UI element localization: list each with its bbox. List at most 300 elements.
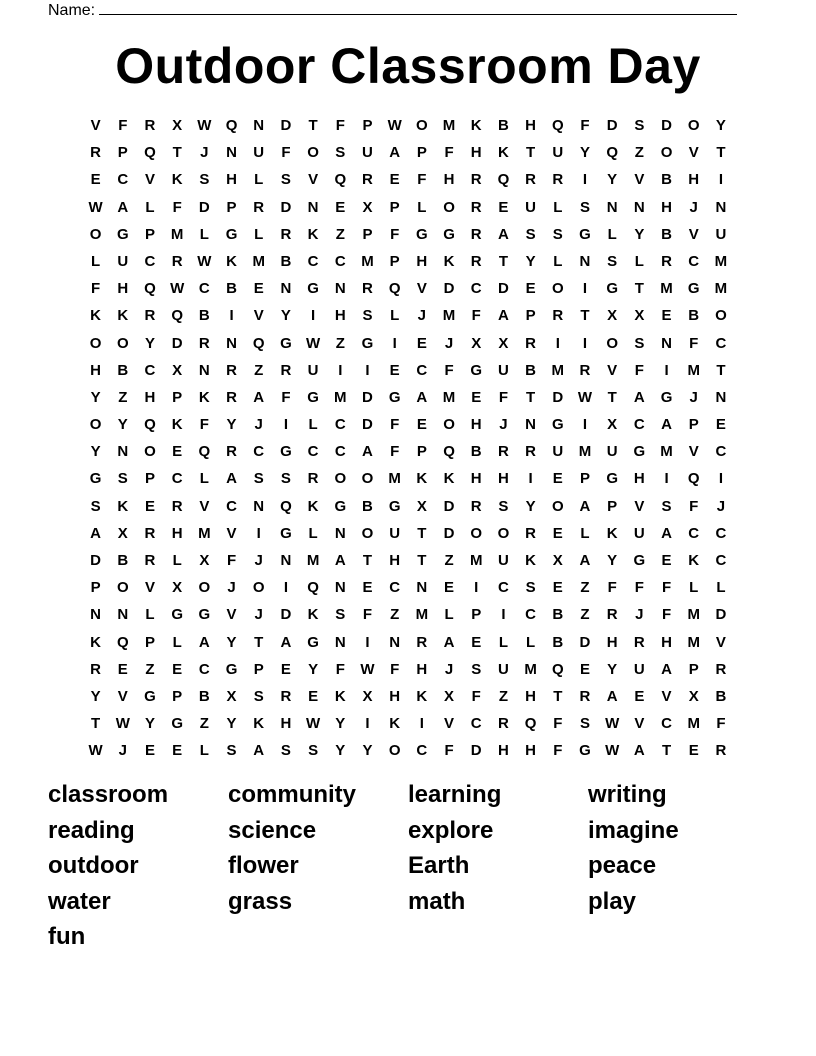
- grid-letter: J: [254, 416, 263, 434]
- grid-letter: P: [144, 470, 155, 488]
- grid-letter: I: [256, 524, 261, 542]
- grid-row: [82, 601, 735, 628]
- grid-letter: H: [171, 524, 183, 542]
- grid-letter: N: [253, 497, 265, 515]
- grid-letter: W: [197, 252, 212, 270]
- grid-letter: X: [172, 579, 183, 597]
- grid-letter: U: [497, 660, 509, 678]
- grid-letter: K: [307, 606, 319, 624]
- grid-letter: I: [365, 361, 370, 379]
- grid-letter: Z: [335, 334, 345, 352]
- grid-letter: E: [552, 524, 563, 542]
- grid-letter: D: [171, 334, 183, 352]
- grid-letter: V: [308, 171, 319, 189]
- grid-letter: N: [334, 280, 346, 298]
- grid-letter: H: [280, 715, 292, 733]
- grid-letter: F: [689, 497, 699, 515]
- grid-letter: S: [362, 307, 373, 325]
- grid-letter: D: [606, 117, 618, 134]
- grid-letter: C: [715, 524, 727, 542]
- grid-row: [82, 384, 735, 411]
- grid-letter: I: [392, 334, 397, 352]
- grid-letter: S: [661, 497, 672, 515]
- grid-letter: Y: [90, 388, 101, 406]
- grid-letter: N: [715, 198, 727, 216]
- grid-letter: C: [661, 715, 672, 733]
- grid-letter: V: [688, 443, 699, 461]
- grid-letter: O: [89, 225, 102, 243]
- page-title: Outdoor Classroom Day: [115, 38, 701, 94]
- grid-letter: Y: [117, 416, 128, 434]
- grid-letter: M: [442, 117, 456, 134]
- grid-letter: R: [144, 524, 156, 542]
- grid-letter: G: [280, 443, 292, 461]
- grid-letter: I: [474, 579, 479, 597]
- grid-letter: S: [525, 225, 536, 243]
- grid-letter: L: [634, 252, 644, 270]
- grid-letter: G: [89, 470, 102, 488]
- grid-letter: Q: [388, 280, 401, 298]
- grid-letter: K: [117, 497, 129, 515]
- grid-letter: D: [198, 198, 210, 216]
- word-list-item: fun: [48, 923, 86, 951]
- grid-letter: D: [552, 388, 564, 406]
- grid-letter: J: [716, 497, 726, 515]
- grid-letter: Q: [144, 280, 156, 298]
- grid-letter: U: [606, 443, 618, 461]
- grid-letter: M: [551, 361, 565, 379]
- word-list-item: flower: [228, 852, 299, 880]
- grid-letter: A: [117, 198, 129, 216]
- grid-row: [82, 629, 735, 656]
- grid-letter: G: [551, 416, 564, 434]
- grid-letter: L: [199, 225, 209, 243]
- grid-letter: X: [688, 687, 699, 705]
- word-list-item: outdoor: [48, 852, 139, 880]
- grid-letter: Z: [444, 552, 454, 569]
- grid-letter: J: [689, 198, 698, 216]
- grid-letter: E: [661, 307, 672, 325]
- grid-letter: F: [634, 579, 644, 597]
- grid-letter: Y: [335, 742, 346, 760]
- grid-letter: J: [200, 144, 209, 162]
- grid-letter: I: [229, 307, 234, 325]
- grid-letter: R: [198, 334, 210, 352]
- grid-letter: E: [389, 361, 400, 379]
- grid-letter: S: [634, 117, 645, 134]
- grid-letter: G: [334, 497, 347, 515]
- grid-letter: N: [334, 579, 346, 597]
- grid-letter: K: [307, 225, 319, 243]
- grid-letter: W: [88, 198, 103, 216]
- grid-letter: G: [660, 388, 673, 406]
- grid-row: [82, 710, 735, 737]
- grid-letter: D: [497, 280, 509, 298]
- grid-letter: L: [689, 579, 699, 597]
- grid-letter: L: [308, 416, 318, 434]
- grid-letter: N: [253, 117, 265, 134]
- grid-letter: A: [362, 443, 373, 461]
- grid-letter: I: [582, 171, 588, 189]
- grid-letter: V: [634, 171, 645, 189]
- grid-letter: I: [283, 579, 288, 597]
- grid-letter: L: [91, 252, 101, 270]
- grid-letter: U: [525, 198, 537, 216]
- grid-letter: R: [633, 633, 645, 651]
- grid-letter: B: [552, 633, 564, 651]
- grid-letter: Q: [280, 497, 292, 515]
- grid-letter: R: [90, 660, 102, 678]
- grid-letter: A: [633, 388, 645, 406]
- grid-letter: D: [470, 742, 482, 760]
- grid-letter: C: [416, 742, 428, 760]
- grid-letter: F: [689, 334, 699, 352]
- grid-row: [82, 737, 735, 764]
- grid-letter: E: [498, 198, 509, 216]
- grid-letter: L: [607, 225, 617, 243]
- grid-letter: K: [688, 552, 700, 569]
- grid-letter: C: [253, 443, 265, 461]
- grid-row: [82, 438, 735, 465]
- grid-letter: G: [171, 606, 183, 624]
- grid-letter: N: [416, 579, 428, 597]
- grid-letter: X: [607, 416, 618, 434]
- grid-letter: B: [117, 552, 129, 569]
- grid-letter: E: [117, 660, 128, 678]
- word-list: [48, 777, 768, 955]
- grid-row: [82, 656, 735, 683]
- grid-letter: Y: [362, 742, 373, 760]
- grid-letter: T: [254, 633, 264, 651]
- grid-letter: R: [362, 171, 373, 189]
- grid-letter: Y: [579, 144, 590, 162]
- grid-letter: O: [198, 579, 211, 597]
- grid-letter: F: [444, 361, 454, 379]
- grid-letter: Q: [116, 633, 129, 651]
- grid-letter: J: [635, 606, 644, 624]
- grid-letter: N: [117, 443, 129, 461]
- grid-letter: G: [307, 388, 319, 406]
- grid-letter: H: [416, 252, 428, 270]
- grid-letter: N: [389, 633, 401, 651]
- grid-row: [82, 166, 735, 193]
- grid-letter: Q: [551, 660, 564, 678]
- grid-letter: C: [144, 361, 156, 379]
- grid-letter: C: [470, 280, 482, 298]
- grid-letter: R: [579, 361, 591, 379]
- word-list-item: Earth: [408, 852, 470, 880]
- grid-letter: C: [715, 552, 727, 569]
- grid-letter: Y: [226, 633, 237, 651]
- grid-letter: H: [470, 416, 482, 434]
- grid-letter: Y: [90, 443, 101, 461]
- word-list-item: peace: [588, 852, 657, 880]
- grid-letter: F: [335, 660, 345, 678]
- grid-letter: M: [687, 633, 700, 651]
- grid-letter: L: [172, 633, 182, 651]
- grid-letter: R: [470, 252, 482, 270]
- grid-letter: A: [416, 388, 428, 406]
- grid-letter: I: [664, 361, 669, 379]
- grid-letter: O: [416, 117, 428, 134]
- grid-letter: G: [606, 280, 618, 298]
- grid-letter: G: [307, 633, 319, 651]
- grid-letter: G: [579, 225, 591, 243]
- grid-letter: W: [387, 117, 402, 134]
- grid-letter: G: [416, 225, 428, 243]
- grid-letter: M: [524, 660, 537, 678]
- grid-letter: N: [334, 633, 346, 651]
- grid-letter: P: [144, 225, 155, 243]
- grid-letter: Q: [144, 416, 156, 434]
- grid-letter: F: [634, 361, 644, 379]
- grid-letter: X: [444, 687, 455, 705]
- grid-letter: L: [145, 198, 155, 216]
- grid-letter: G: [361, 334, 374, 352]
- grid-letter: V: [661, 687, 672, 705]
- grid-letter: M: [306, 552, 320, 569]
- grid-letter: K: [171, 171, 183, 189]
- grid-row: [82, 683, 735, 710]
- grid-letter: M: [687, 361, 700, 379]
- grid-letter: O: [551, 497, 564, 515]
- grid-letter: V: [144, 579, 155, 597]
- grid-letter: R: [226, 361, 237, 379]
- grid-letter: S: [280, 171, 291, 189]
- grid-letter: O: [334, 470, 347, 488]
- grid-letter: H: [226, 171, 237, 189]
- grid-letter: C: [688, 252, 700, 270]
- grid-letter: K: [416, 470, 428, 488]
- grid-letter: R: [470, 497, 482, 515]
- grid-letter: A: [253, 742, 265, 760]
- grid-letter: A: [579, 552, 591, 569]
- grid-letter: S: [335, 606, 346, 624]
- grid-letter: S: [579, 715, 590, 733]
- word-list-item: grass: [228, 887, 293, 915]
- grid-letter: R: [416, 633, 428, 651]
- grid-letter: J: [254, 606, 263, 624]
- grid-letter: C: [715, 443, 727, 461]
- grid-letter: E: [471, 633, 482, 651]
- grid-letter: W: [197, 117, 212, 134]
- grid-letter: C: [688, 524, 700, 542]
- grid-letter: F: [172, 198, 182, 216]
- grid-letter: Z: [634, 144, 644, 162]
- grid-letter: X: [199, 552, 210, 569]
- grid-letter: R: [579, 687, 591, 705]
- grid-letter: Z: [498, 687, 508, 705]
- grid-letter: L: [580, 524, 590, 542]
- grid-letter: P: [90, 579, 101, 597]
- grid-letter: C: [470, 715, 482, 733]
- grid-row: [82, 547, 735, 574]
- grid-letter: Y: [280, 307, 291, 325]
- grid-row: [82, 302, 735, 329]
- grid-letter: N: [579, 252, 591, 270]
- grid-row: [82, 248, 735, 275]
- grid-letter: O: [497, 524, 510, 542]
- grid-letter: H: [334, 307, 346, 325]
- grid-letter: I: [718, 171, 723, 189]
- grid-letter: T: [661, 742, 672, 760]
- grid-letter: R: [90, 144, 102, 162]
- grid-letter: P: [688, 660, 699, 678]
- grid-letter: V: [607, 361, 618, 379]
- grid-letter: A: [253, 388, 265, 406]
- grid-letter: O: [361, 470, 374, 488]
- grid-letter: Q: [606, 144, 618, 162]
- grid-letter: A: [633, 742, 645, 760]
- grid-letter: G: [633, 552, 646, 569]
- grid-letter: E: [172, 742, 183, 760]
- grid-letter: H: [497, 742, 509, 760]
- grid-letter: I: [338, 361, 343, 379]
- grid-letter: E: [552, 579, 563, 597]
- grid-letter: D: [661, 117, 672, 134]
- grid-letter: H: [661, 633, 672, 651]
- grid-letter: U: [552, 144, 564, 162]
- grid-letter: Z: [145, 660, 155, 678]
- grid-letter: L: [716, 579, 726, 597]
- grid-letter: E: [634, 687, 645, 705]
- name-field: [48, 0, 737, 20]
- grid-letter: P: [117, 144, 128, 162]
- grid-letter: F: [716, 715, 726, 733]
- grid-letter: X: [471, 334, 482, 352]
- grid-letter: G: [388, 497, 401, 515]
- grid-letter: H: [688, 171, 700, 189]
- grid-letter: V: [634, 497, 645, 515]
- grid-letter: G: [633, 443, 646, 461]
- grid-letter: R: [497, 443, 509, 461]
- grid-letter: R: [661, 252, 672, 270]
- grid-letter: O: [660, 144, 673, 162]
- grid-letter: G: [388, 388, 401, 406]
- grid-letter: M: [334, 388, 347, 406]
- grid-letter: V: [253, 307, 264, 325]
- grid-letter: M: [687, 606, 700, 624]
- grid-letter: W: [360, 660, 375, 678]
- grid-letter: X: [117, 524, 128, 542]
- grid-letter: G: [225, 225, 238, 243]
- grid-letter: M: [198, 524, 211, 542]
- grid-letter: G: [198, 606, 211, 624]
- grid-letter: A: [661, 660, 672, 678]
- grid-letter: I: [555, 334, 560, 352]
- grid-letter: F: [91, 280, 101, 298]
- grid-letter: F: [335, 117, 345, 134]
- grid-letter: R: [525, 524, 537, 542]
- grid-letter: Y: [607, 552, 618, 569]
- grid-letter: E: [253, 280, 264, 298]
- grid-letter: E: [416, 416, 427, 434]
- grid-letter: P: [362, 117, 373, 134]
- grid-letter: F: [118, 117, 128, 134]
- grid-letter: C: [198, 660, 210, 678]
- grid-letter: F: [390, 416, 400, 434]
- grid-letter: H: [389, 687, 401, 705]
- grid-letter: X: [226, 687, 237, 705]
- grid-letter: R: [715, 742, 727, 760]
- grid-letter: M: [170, 225, 184, 243]
- grid-letter: O: [252, 579, 265, 597]
- grid-row: [82, 574, 735, 601]
- grid-letter: F: [390, 225, 400, 243]
- grid-letter: Y: [607, 660, 618, 678]
- grid-letter: R: [253, 198, 265, 216]
- grid-letter: F: [444, 742, 454, 760]
- grid-letter: Y: [144, 715, 155, 733]
- grid-letter: X: [172, 117, 183, 134]
- grid-letter: E: [416, 334, 427, 352]
- grid-letter: E: [471, 388, 482, 406]
- grid-letter: G: [307, 280, 319, 298]
- grid-letter: C: [416, 361, 428, 379]
- grid-letter: V: [688, 225, 699, 243]
- grid-letter: R: [144, 117, 156, 134]
- grid-letter: E: [172, 443, 183, 461]
- grid-letter: U: [633, 660, 645, 678]
- grid-letter: Y: [144, 334, 155, 352]
- grid-letter: Z: [118, 388, 128, 406]
- grid-letter: D: [579, 633, 591, 651]
- grid-letter: R: [171, 252, 183, 270]
- grid-letter: Z: [199, 715, 209, 733]
- grid-letter: B: [661, 225, 672, 243]
- grid-letter: S: [498, 497, 509, 515]
- grid-letter: O: [89, 416, 102, 434]
- grid-letter: O: [687, 117, 700, 134]
- grid-letter: P: [579, 470, 590, 488]
- grid-letter: H: [416, 660, 428, 678]
- grid-letter: X: [552, 552, 563, 569]
- grid-letter: Q: [334, 171, 347, 189]
- grid-letter: E: [444, 579, 455, 597]
- grid-letter: B: [552, 606, 564, 624]
- grid-letter: B: [362, 497, 373, 515]
- grid-letter: E: [579, 660, 590, 678]
- grid-letter: I: [582, 416, 588, 434]
- grid-letter: H: [90, 361, 102, 379]
- grid-letter: N: [661, 334, 672, 352]
- grid-letter: I: [419, 715, 424, 733]
- grid-letter: O: [551, 280, 564, 298]
- grid-letter: L: [526, 633, 536, 651]
- grid-letter: R: [470, 171, 482, 189]
- grid-letter: T: [716, 144, 726, 162]
- grid-letter: H: [470, 144, 482, 162]
- grid-letter: K: [90, 307, 102, 325]
- grid-row: [82, 465, 735, 492]
- grid-letter: E: [144, 497, 155, 515]
- grid-letter: Q: [225, 117, 238, 134]
- grid-letter: G: [225, 660, 238, 678]
- grid-letter: R: [470, 198, 482, 216]
- grid-letter: S: [579, 198, 590, 216]
- grid-letter: Z: [580, 606, 590, 624]
- grid-letter: K: [470, 117, 482, 134]
- grid-letter: V: [117, 687, 128, 705]
- grid-letter: M: [361, 252, 374, 270]
- grid-letter: G: [606, 470, 618, 488]
- word-list-item: imagine: [588, 816, 679, 844]
- grid-letter: L: [444, 606, 454, 624]
- grid-letter: R: [280, 225, 292, 243]
- grid-letter: R: [606, 606, 618, 624]
- grid-letter: O: [89, 334, 102, 352]
- grid-letter: D: [280, 117, 292, 134]
